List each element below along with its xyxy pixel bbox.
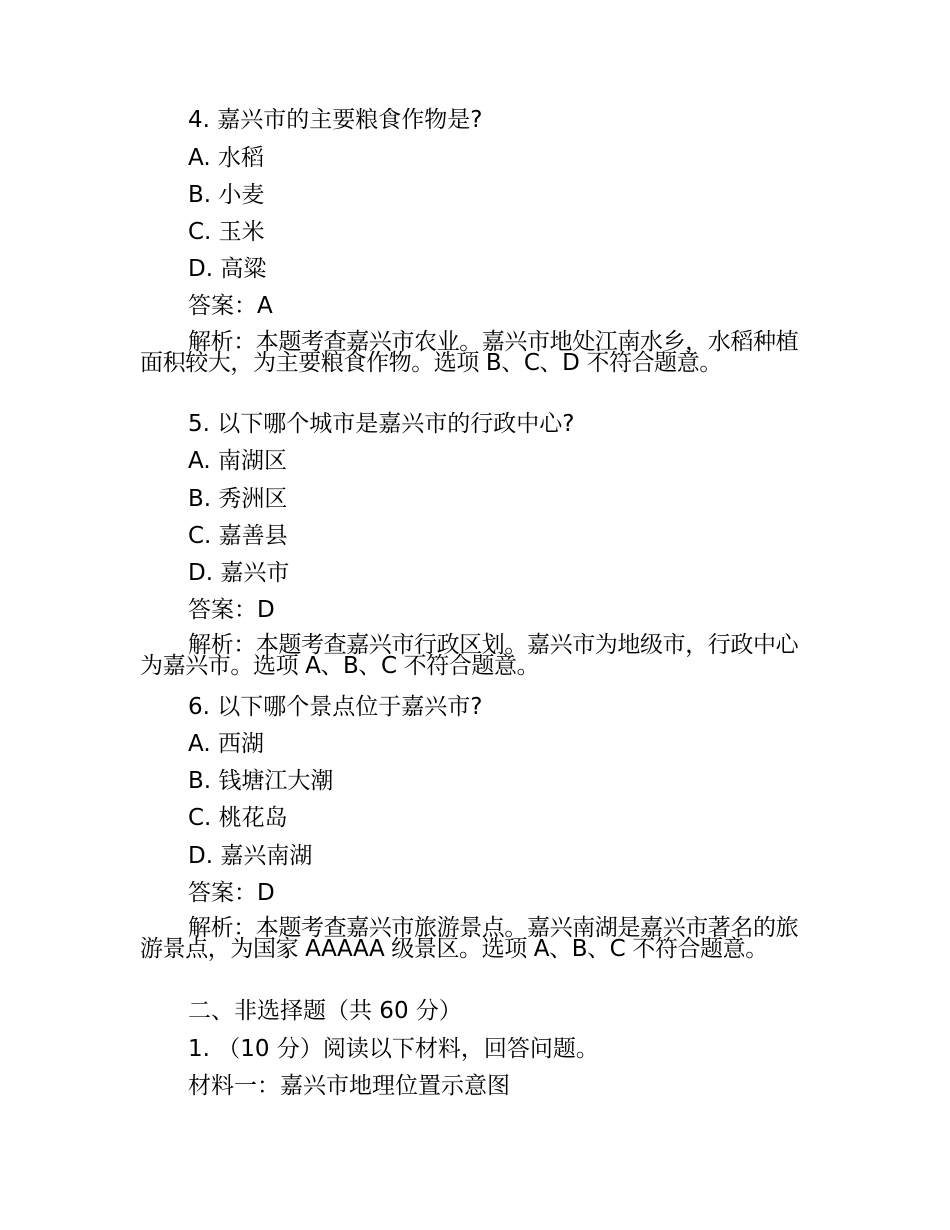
question-6-answer: 答案：D xyxy=(188,880,275,906)
question-4-analysis: 解析：本题考查嘉兴市农业。嘉兴市地处江南水乡，水稻种植面积较大，为主要粮食作物。选项 B、C、D 不符合题意。 xyxy=(140,329,799,376)
question-4-option-c: C. 玉米 xyxy=(188,219,265,245)
question-5-answer: 答案：D xyxy=(188,597,275,623)
question-6-option-d: D. 嘉兴南湖 xyxy=(188,843,313,869)
section-material-1: 材料一：嘉兴市地理位置示意图 xyxy=(188,1073,510,1099)
question-5-option-a: A. 南湖区 xyxy=(188,448,287,474)
section-question-1: 1. （10 分）阅读以下材料，回答问题。 xyxy=(188,1036,599,1062)
question-5-option-c: C. 嘉善县 xyxy=(188,523,288,549)
question-4-option-d: D. 高粱 xyxy=(188,256,267,282)
section-title: 二、非选择题（共 60 分） xyxy=(188,998,462,1024)
question-5-stem: 5. 以下哪个城市是嘉兴市的行政中心? xyxy=(188,411,575,437)
question-4-stem: 4. 嘉兴市的主要粮食作物是? xyxy=(188,107,483,133)
question-6-option-a: A. 西湖 xyxy=(188,731,264,757)
question-4-option-b: B. 小麦 xyxy=(188,182,265,208)
question-6-analysis: 解析：本题考查嘉兴市旅游景点。嘉兴南湖是嘉兴市著名的旅游景点，为国家 AAAAA 级景区。选项 A、B、C 不符合题意。 xyxy=(140,915,799,962)
question-6-stem: 6. 以下哪个景点位于嘉兴市? xyxy=(188,694,483,720)
question-5-analysis: 解析：本题考查嘉兴市行政区划。嘉兴市为地级市，行政中心为嘉兴市。选项 A、B、C 不符合题意。 xyxy=(140,632,799,679)
question-5-option-b: B. 秀洲区 xyxy=(188,486,288,512)
question-6-option-b: B. 钱塘江大潮 xyxy=(188,768,334,794)
question-4-option-a: A. 水稻 xyxy=(188,145,264,171)
question-5-option-d: D. 嘉兴市 xyxy=(188,560,290,586)
question-4-answer: 答案：A xyxy=(188,293,273,319)
question-6-option-c: C. 桃花岛 xyxy=(188,805,288,831)
